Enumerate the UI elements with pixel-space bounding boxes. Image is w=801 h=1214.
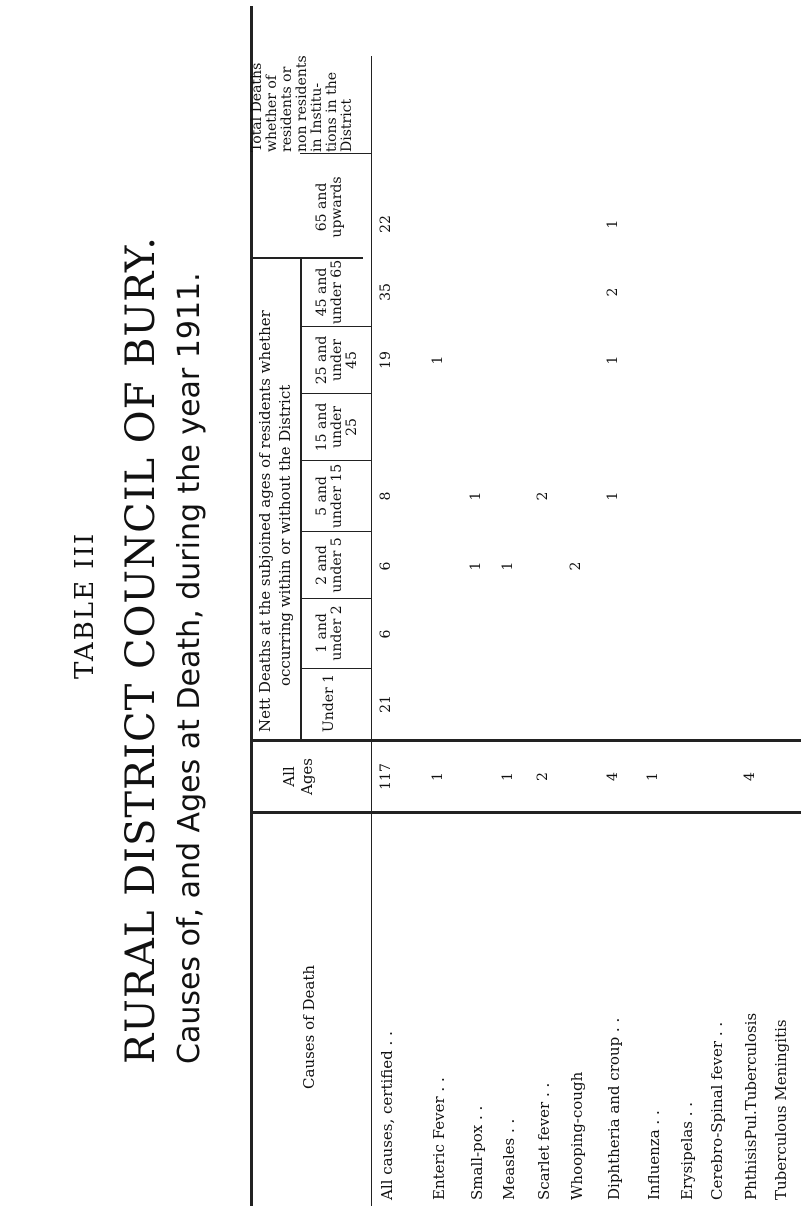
document-subtitle: Causes of, and Ages at Death, during the year 1911. [172, 272, 207, 1064]
rule-age-6 [302, 326, 371, 327]
rule-total-inner [300, 153, 371, 154]
all-ages-cell: 2 [535, 772, 551, 781]
cause-cell: Influenza . . [645, 1110, 663, 1200]
age-cell: 35 [378, 283, 394, 301]
age-cell: 19 [378, 351, 394, 369]
rule-age-4 [302, 460, 371, 461]
cause-cell: Diphtheria and croup . . [605, 1017, 623, 1200]
header-age-25-45: 25 and under 45 [314, 335, 360, 385]
age-cell: 1 [468, 491, 484, 501]
rule-header-left [250, 6, 253, 1206]
header-age-under-1: Under 1 [321, 673, 337, 733]
header-age-1-2: 1 and under 2 [314, 605, 345, 661]
age-cell: 6 [378, 561, 394, 571]
age-cell: 2 [535, 491, 551, 501]
age-cell: 6 [378, 629, 394, 639]
cause-cell: Erysipelas . . [678, 1101, 696, 1200]
table-row [645, 0, 673, 1214]
header-total-institutions: Total Deaths whether of residents or non residents in Institu- tions in the District [249, 55, 355, 152]
table-row [605, 0, 633, 1214]
age-cell: 22 [378, 215, 394, 233]
cause-cell: Enteric Fever . . [430, 1077, 448, 1200]
header-age-45-65: 45 and under 65 [314, 259, 345, 325]
document-title: RURAL DISTRICT COUNCIL OF BURY. [118, 236, 164, 1064]
age-cell: 1 [468, 561, 484, 571]
all-ages-cell: 1 [500, 772, 516, 781]
all-ages-cell: 4 [605, 772, 621, 781]
rule-age-1 [302, 668, 371, 669]
header-all-ages: All Ages [280, 758, 316, 796]
age-cell: 1 [500, 561, 516, 571]
age-cell: 2 [568, 561, 584, 571]
cause-cell: Whooping-cough [568, 1071, 586, 1200]
table-label: TABLE III [70, 531, 100, 679]
cause-cell: Small-pox . . [468, 1105, 486, 1200]
rule-age-5 [302, 393, 371, 394]
table-row [678, 0, 706, 1214]
header-nett-line2: occurring within or without the District [276, 384, 294, 686]
cause-cell: Cerebro-Spinal fever . . [708, 1021, 726, 1200]
age-cell: 8 [378, 491, 394, 501]
all-ages-cell: 117 [378, 763, 394, 790]
table-row [500, 0, 528, 1214]
header-age-5-15: 5 and under 15 [314, 463, 345, 529]
age-cell: 1 [605, 355, 621, 365]
table-row [430, 0, 458, 1214]
rule-nett-under [300, 259, 302, 739]
age-cell: 21 [378, 695, 394, 713]
all-ages-cell: 4 [742, 772, 758, 781]
all-ages-cell: 1 [430, 772, 446, 781]
age-cell: 1 [605, 491, 621, 501]
cause-cell: All causes, certified . . [378, 1031, 396, 1200]
cause-cell: PhthisisPul.Tuberculosis [742, 1012, 760, 1200]
header-age-2-5: 2 and under 5 [314, 537, 345, 593]
table-row [378, 0, 406, 1214]
age-cell: 1 [430, 355, 446, 365]
header-age-65-up: 65 and upwards [314, 176, 345, 238]
rule-age-3 [302, 531, 371, 532]
table-row [772, 0, 800, 1214]
rule-total-left [253, 257, 363, 259]
age-cell: 2 [605, 287, 621, 297]
rule-age-2 [302, 598, 371, 599]
header-nett-line1: Nett Deaths at the subjoined ages of residents whether [256, 310, 274, 732]
cause-cell: Scarlet fever . . [535, 1082, 553, 1200]
age-cell: 1 [605, 219, 621, 229]
header-age-15-25: 15 and under 25 [314, 402, 360, 452]
table-row [468, 0, 496, 1214]
cause-cell: Measles . . [500, 1118, 518, 1200]
header-causes-of-death: Causes of Death [300, 964, 318, 1089]
table-row [708, 0, 736, 1214]
table-row [742, 0, 770, 1214]
rule-header-bottom [371, 56, 372, 1206]
table-row [568, 0, 596, 1214]
cause-cell: Tuberculous Meningitis [772, 1019, 790, 1200]
table-row [535, 0, 563, 1214]
all-ages-cell: 1 [645, 772, 661, 781]
